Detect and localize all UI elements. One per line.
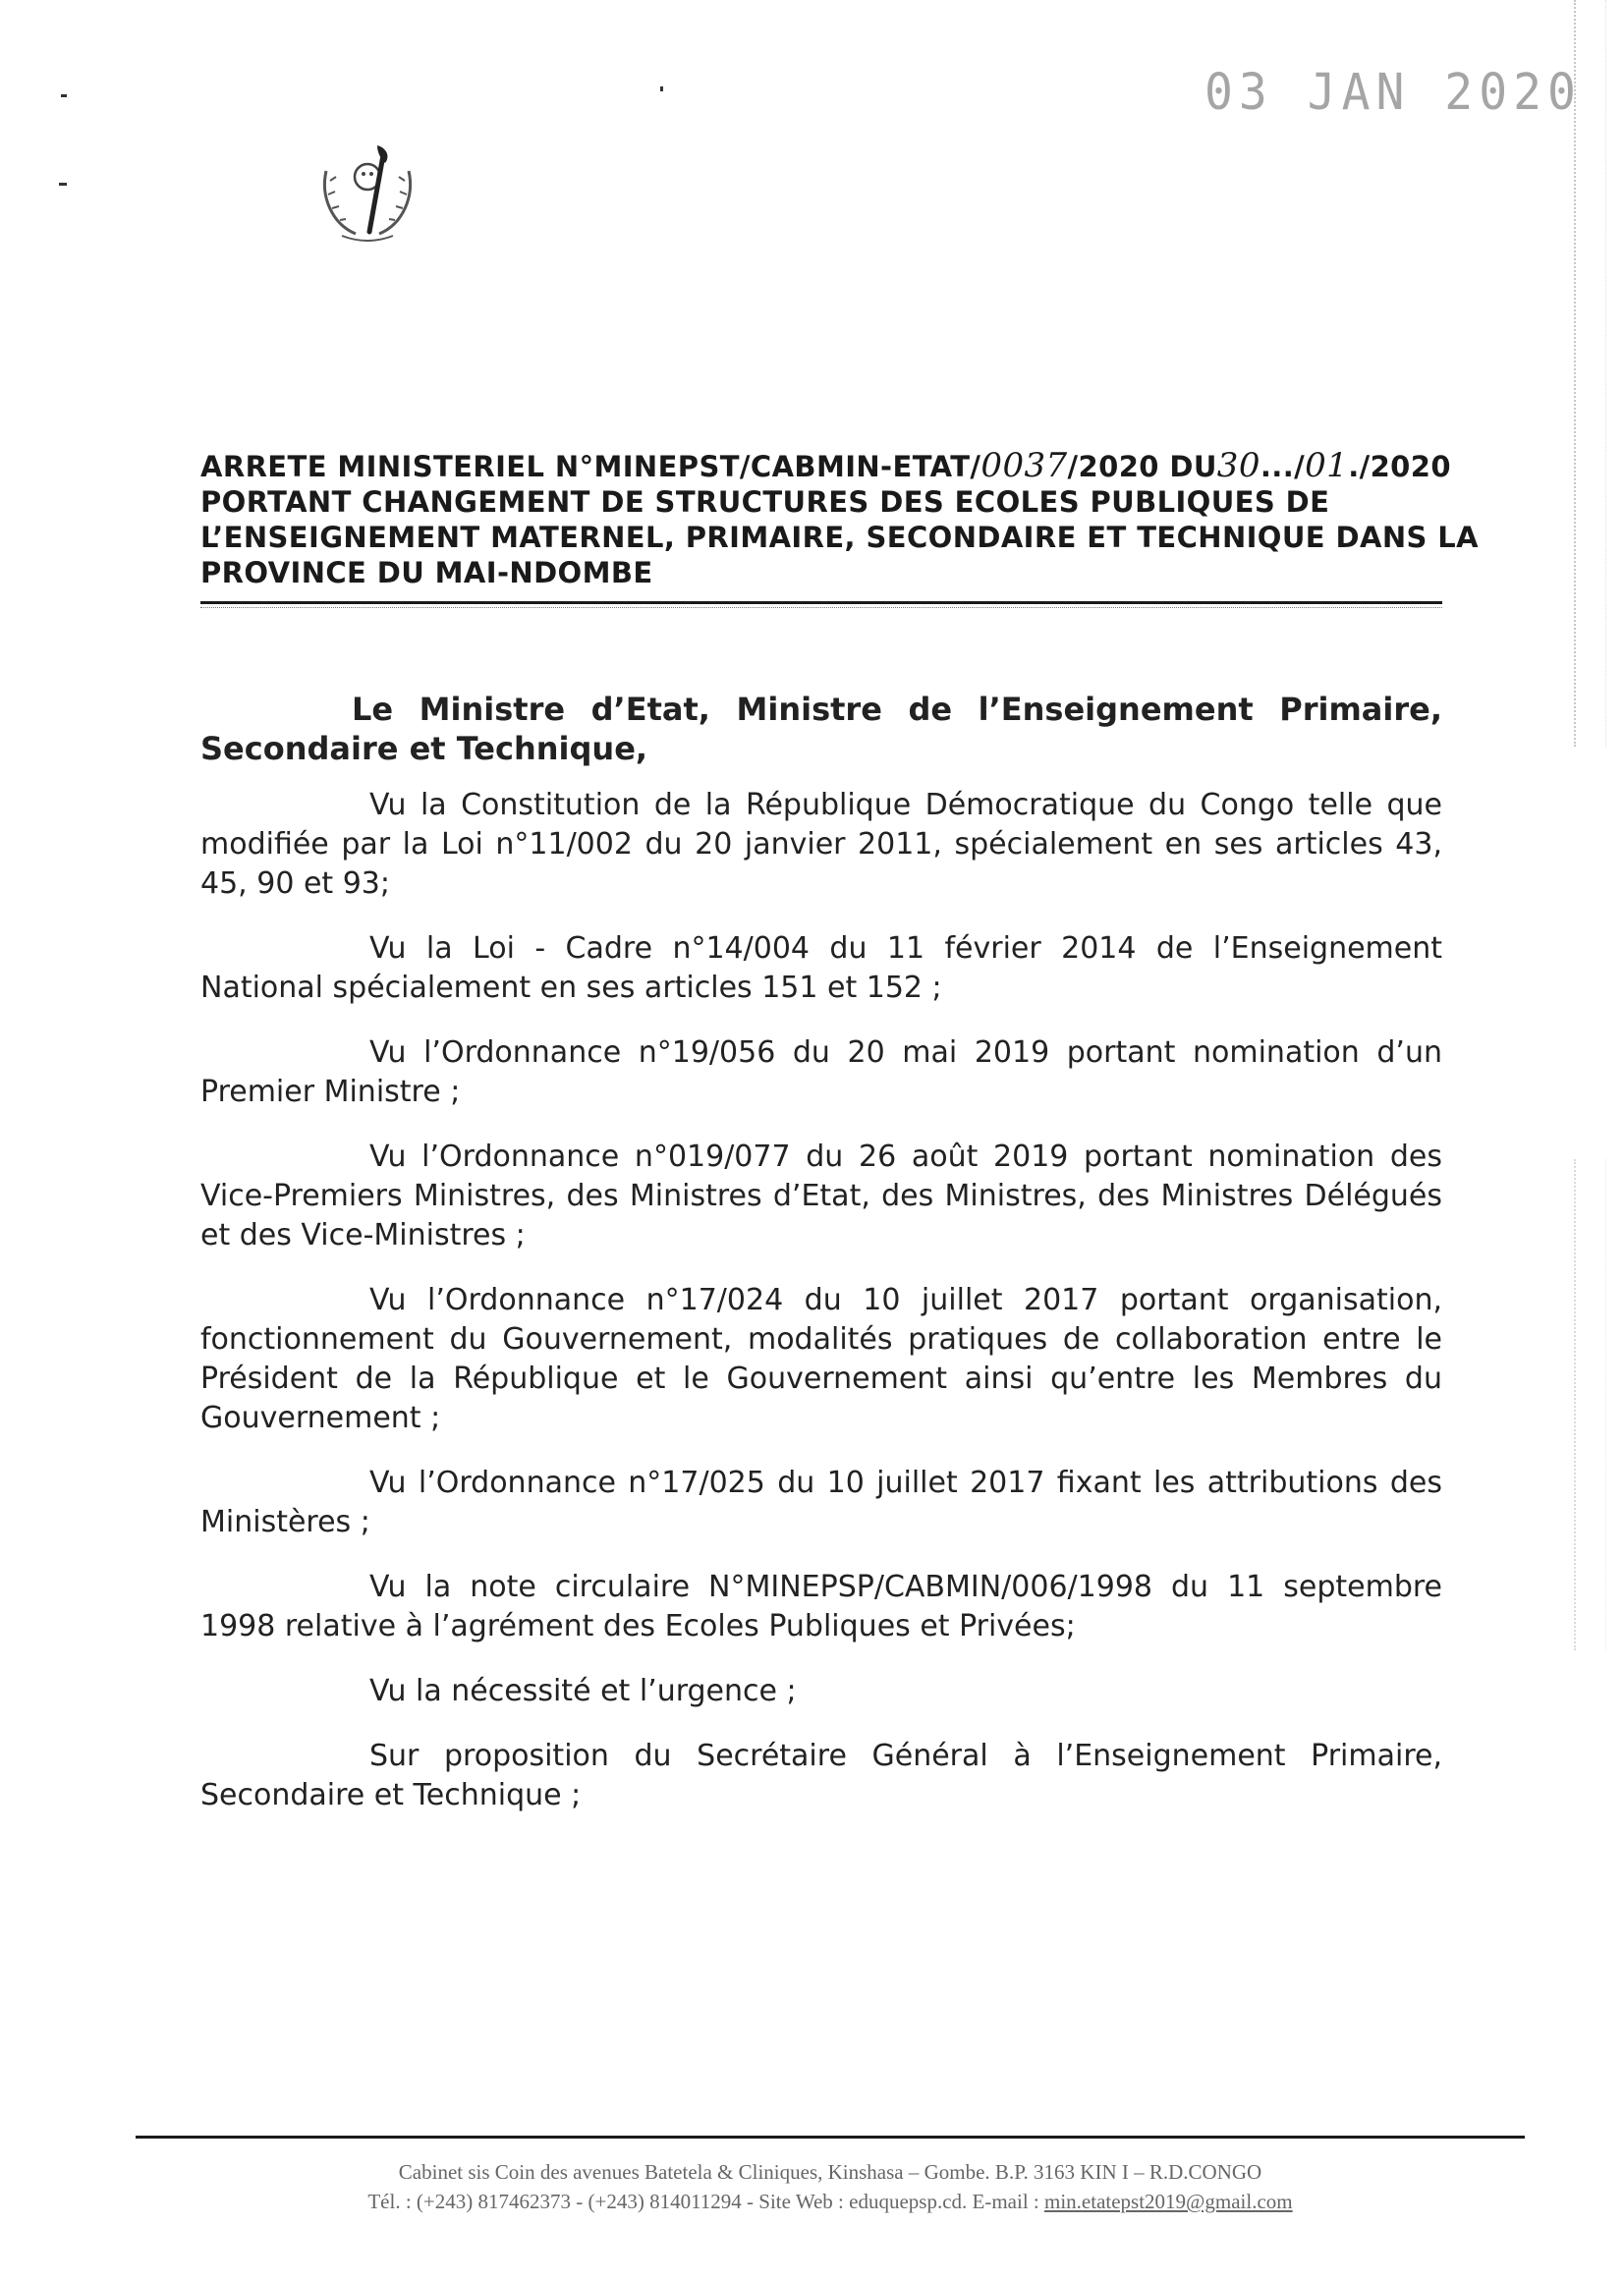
title-line: PORTANT CHANGEMENT DE STRUCTURES DES ECOLES PUBLIQUES DE: [200, 485, 1330, 519]
scan-edge-artifact: [1574, 1159, 1606, 1650]
consideration-paragraph: Sur proposition du Secrétaire Général à l’Enseignement Primaire, Secondaire et Technique ;: [200, 1739, 1442, 1812]
title-underline-dotted: [200, 607, 1442, 608]
letterhead-footer: [136, 2157, 1525, 2216]
date-stamp: 03 JAN 2020: [1204, 63, 1582, 122]
title-number-line: ARRETE MINISTERIEL N°MINEPST/CABMIN-ETAT/0037/2020 DU30.../01./2020: [200, 446, 1451, 485]
footer-divider: [136, 2136, 1525, 2139]
consideration-paragraph: Vu la Loi - Cadre n°14/004 du 11 février 2014 de l’Enseignement National spécialement en ses articles 151 et 152 ;: [200, 931, 1442, 1005]
consideration-paragraph: Vu l’Ordonnance n°17/025 du 10 juillet 2017 fixant les attributions des Ministères ;: [200, 1466, 1442, 1539]
scan-speck: [660, 86, 663, 91]
consideration-paragraph: Vu l’Ordonnance n°19/056 du 20 mai 2019 portant nomination d’un Premier Ministre ;: [200, 1035, 1442, 1109]
decree-body: [200, 690, 1442, 1841]
consideration-paragraph: Vu la note circulaire N°MINEPSP/CABMIN/006/1998 du 11 septembre 1998 relative à l’agrément des Ecoles Publiques et Privées;: [200, 1570, 1442, 1643]
coat-of-arms-emblem: [312, 138, 422, 248]
footer-contact: Tél. : (+243) 817462373 - (+243) 814011294 - Site Web : eduquepsp.cd. E-mail : min.etatepst2019@gmail.com: [367, 2190, 1293, 2213]
consideration-paragraph: Vu l’Ordonnance n°17/024 du 10 juillet 2017 portant organisation, fonctionnement du Gouvernement, modalités pratiques de collaboration entre le Président de la République et le Gouvernement ainsi qu’entre les Membres du Gouvernement ;: [200, 1283, 1442, 1435]
footer-email-link[interactable]: min.etatepst2019@gmail.com: [1044, 2190, 1293, 2213]
scan-speck: [61, 94, 67, 97]
title-line: PROVINCE DU MAI-NDOMBE: [200, 556, 653, 589]
minister-heading: Le Ministre d’Etat, Ministre de l’Enseignement Primaire, Secondaire et Technique,: [200, 691, 1442, 767]
title-line: [200, 446, 1451, 485]
consideration-paragraph: Vu la Constitution de la République Démocratique du Congo telle que modifiée par la Loi n°11/002 du 20 janvier 2011, spécialement en ses articles 43, 45, 90 et 93;: [200, 788, 1442, 901]
scan-speck: [59, 183, 67, 186]
consideration-paragraph: Vu l’Ordonnance n°019/077 du 26 août 2019 portant nomination des Vice-Premiers Ministres, des Ministres d’Etat, des Ministres, des Ministres Délégués et des Vice-Ministres ;: [200, 1140, 1442, 1252]
title-underline: [200, 601, 1442, 604]
consideration-paragraph: Vu la nécessité et l’urgence ;: [369, 1674, 797, 1708]
title-line: L’ENSEIGNEMENT MATERNEL, PRIMAIRE, SECONDAIRE ET TECHNIQUE DANS LA: [200, 521, 1479, 554]
handwritten-month: 01: [1305, 446, 1349, 485]
handwritten-decree-number: 0037: [980, 446, 1068, 485]
handwritten-day: 30: [1216, 446, 1260, 485]
decree-title: [200, 446, 1479, 590]
footer-address: Cabinet sis Coin des avenues Batetela & Cliniques, Kinshasa – Gombe. B.P. 3163 KIN I – R.D.CONGO: [398, 2160, 1262, 2184]
